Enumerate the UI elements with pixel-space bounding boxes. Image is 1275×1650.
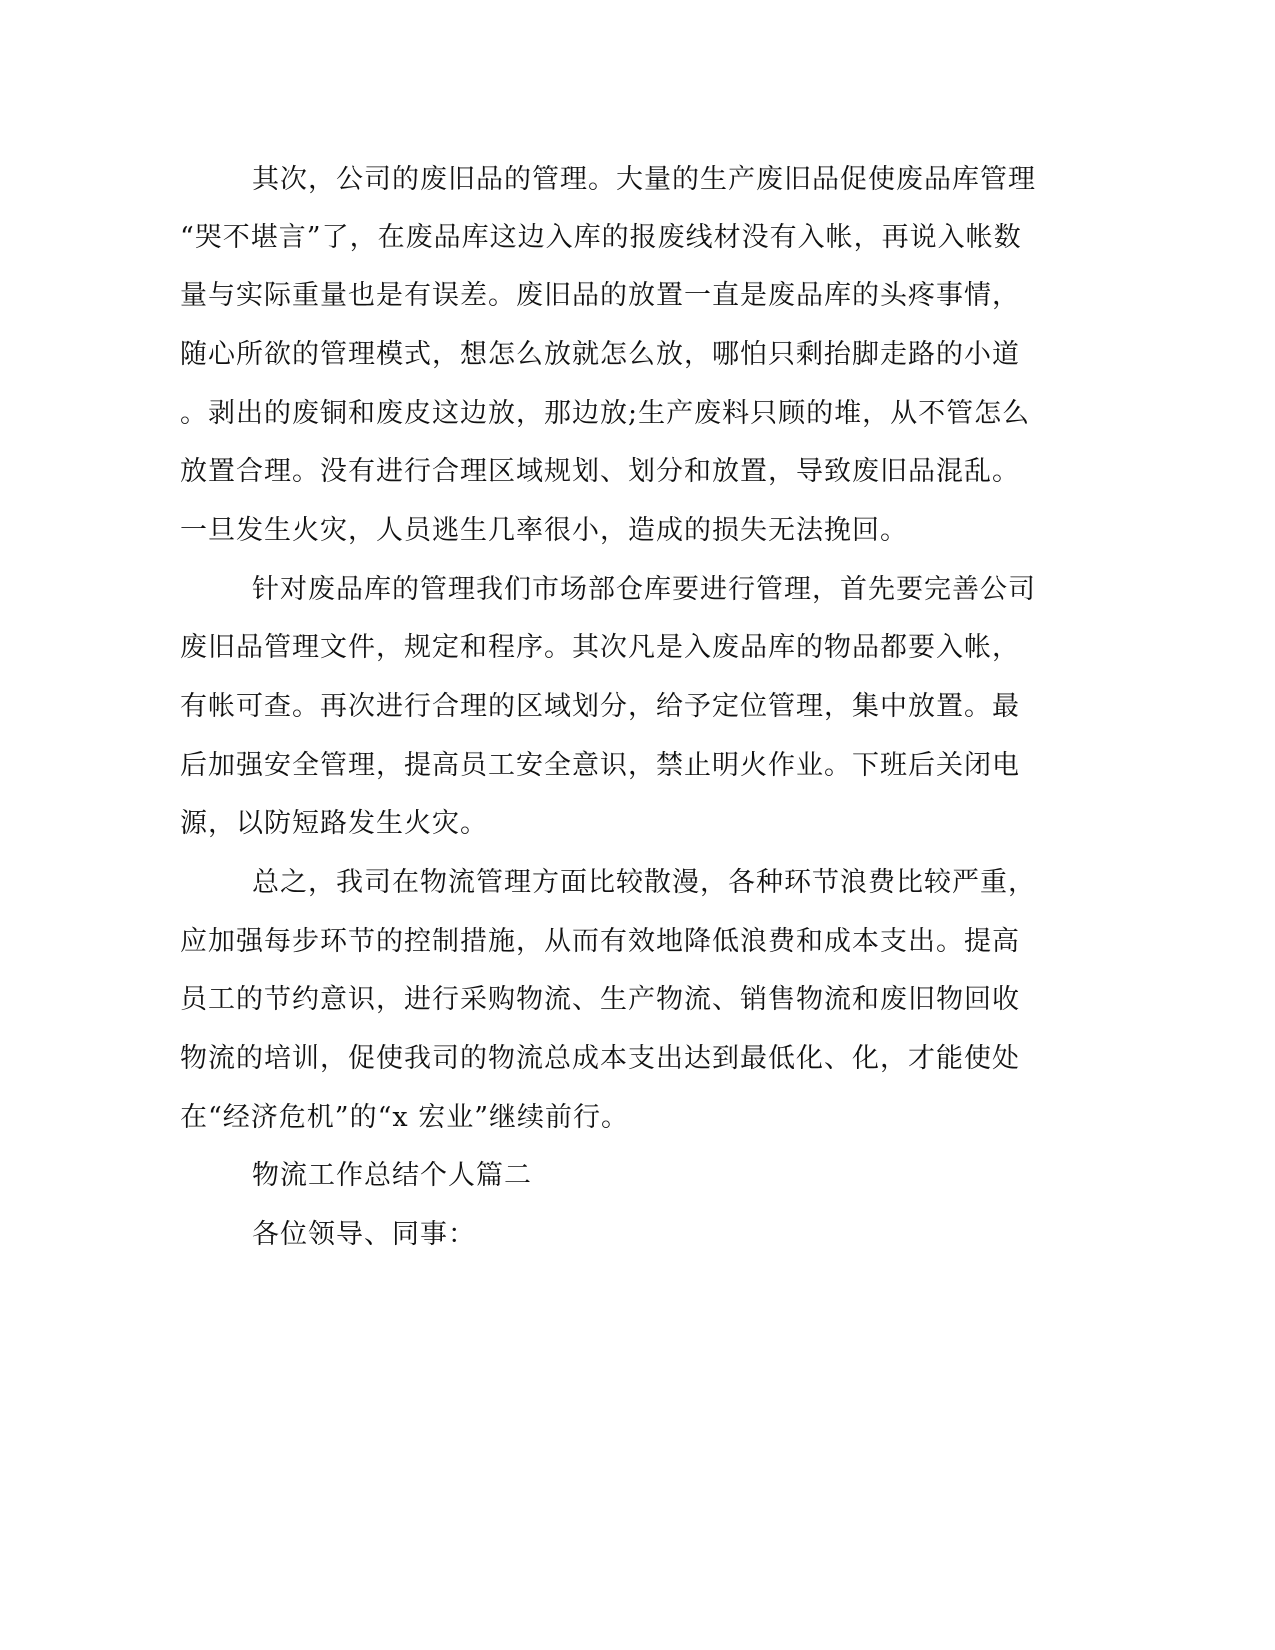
paragraph-2-line-1: 针对废品库的管理我们市场部仓库要进行管理，首先要完善公司 bbox=[252, 574, 1036, 605]
paragraph-1-line-2: “哭不堪言”了，在废品库这边入库的报废线材没有入帐，再说入帐数 bbox=[180, 222, 1022, 253]
paragraph-3-line-2: 应加强每步环节的控制措施，从而有效地降低浪费和成本支出。提高 bbox=[180, 926, 1020, 957]
salutation: 各位领导、同事： bbox=[252, 1219, 476, 1250]
paragraph-2-line-3: 有帐可查。再次进行合理的区域划分，给予定位管理，集中放置。最 bbox=[180, 691, 1020, 722]
paragraph-2-line-4: 后加强安全管理，提高员工安全意识，禁止明火作业。下班后关闭电 bbox=[180, 750, 1020, 781]
paragraph-1-line-7: 一旦发生火灾，人员逃生几率很小，造成的损失无法挽回。 bbox=[180, 515, 908, 546]
paragraph-1-line-6: 放置合理。没有进行合理区域规划、划分和放置，导致废旧品混乱。 bbox=[180, 456, 1020, 487]
paragraph-1-line-1: 其次，公司的废旧品的管理。大量的生产废旧品促使废品库管理 bbox=[252, 164, 1036, 195]
paragraph-1-line-5: 。剥出的废铜和废皮这边放，那边放;生产废料只顾的堆，从不管怎么 bbox=[180, 398, 1031, 429]
paragraph-3-line-3: 员工的节约意识，进行采购物流、生产物流、销售物流和废旧物回收 bbox=[180, 984, 1020, 1015]
section-heading: 物流工作总结个人篇二 bbox=[252, 1160, 532, 1191]
paragraph-2-line-5: 源，以防短路发生火灾。 bbox=[180, 808, 488, 839]
paragraph-3-line-1: 总之，我司在物流管理方面比较散漫，各种环节浪费比较严重， bbox=[252, 867, 1036, 898]
paragraph-2-line-2: 废旧品管理文件，规定和程序。其次凡是入废品库的物品都要入帐， bbox=[180, 632, 1020, 663]
paragraph-3-line-4: 物流的培训，促使我司的物流总成本支出达到最低化、化，才能使处 bbox=[180, 1043, 1020, 1074]
paragraph-1-line-3: 量与实际重量也是有误差。废旧品的放置一直是废品库的头疼事情， bbox=[180, 280, 1020, 311]
paragraph-1-line-4: 随心所欲的管理模式，想怎么放就怎么放，哪怕只剩抬脚走路的小道 bbox=[180, 339, 1020, 370]
paragraph-3-line-5: 在“经济危机”的“x 宏业”继续前行。 bbox=[180, 1102, 630, 1133]
